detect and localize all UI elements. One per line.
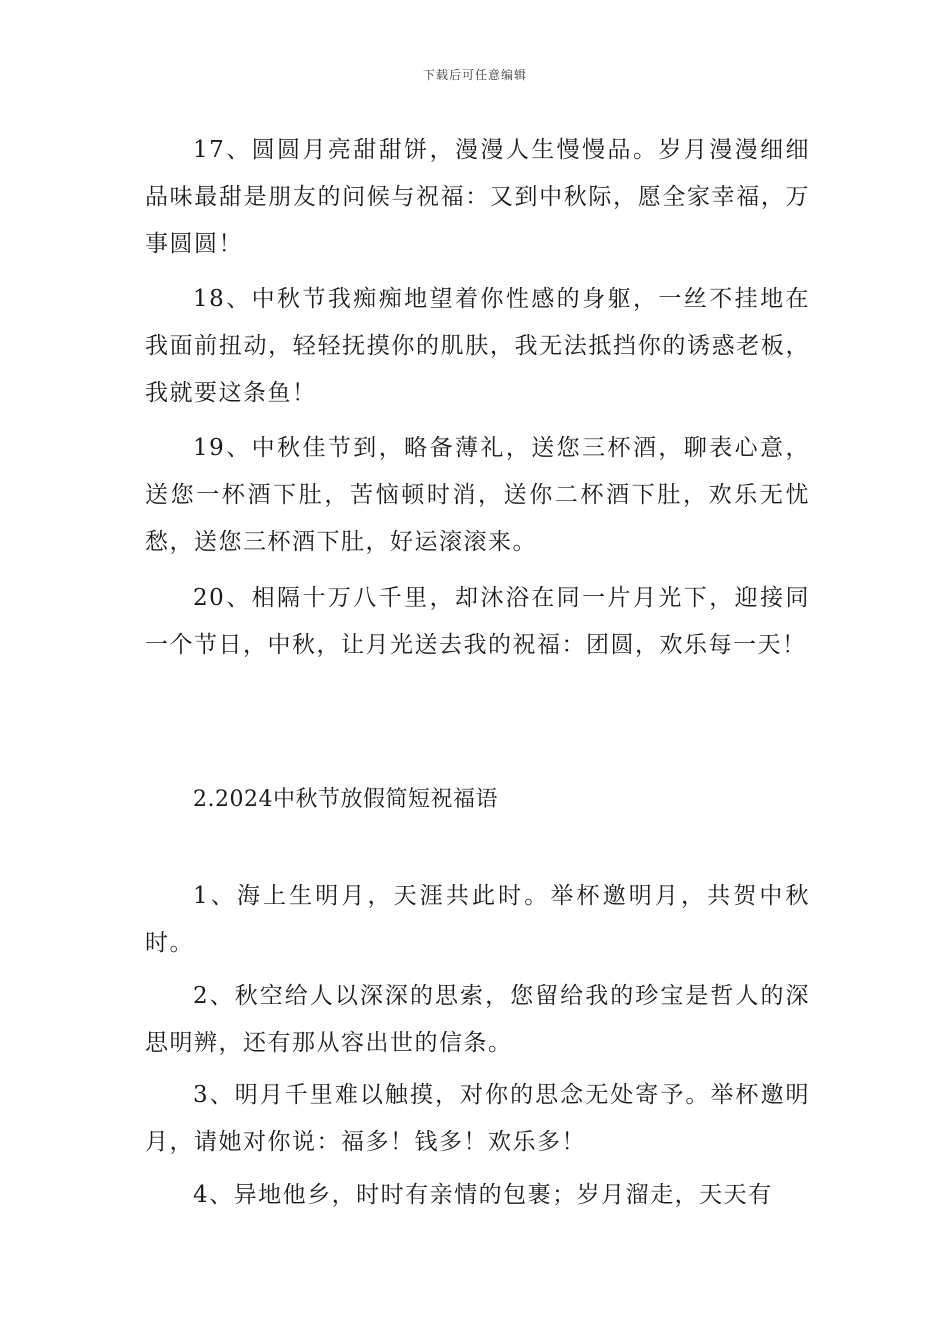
paragraph-1: 1、海上生明月，天涯共此时。举杯邀明月，共贺中秋时。 bbox=[145, 883, 810, 956]
paragraph-4: 4、异地他乡，时时有亲情的包裹；岁月溜走，天天有 bbox=[193, 1182, 773, 1208]
header-note: 下载后可任意编辑 bbox=[422, 68, 527, 82]
section-heading: 2.2024中秋节放假简短祝福语 bbox=[193, 787, 498, 812]
paragraph-3: 3、明月千里难以触摸，对你的思念无处寄予。举杯邀明月，请她对你说：福多！钱多！欢乐多！ bbox=[145, 1082, 810, 1155]
paragraph-2: 2、秋空给人以深深的思索，您留给我的珍宝是哲人的深思明辨，还有那从容出世的信条。 bbox=[145, 983, 810, 1056]
paragraph-20: 20、相隔十万八千里，却沐浴在同一片月光下，迎接同一个节日，中秋，让月光送去我的祝福：团圆，欢乐每一天！ bbox=[145, 585, 810, 658]
paragraph-18: 18、中秋节我痴痴地望着你性感的身躯，一丝不挂地在我面前扭动，轻轻抚摸你的肌肤，我无法抵挡你的诱惑老板，我就要这条鱼！ bbox=[145, 286, 810, 406]
paragraph-17: 17、圆圆月亮甜甜饼，漫漫人生慢慢品。岁月漫漫细细品味最甜是朋友的问候与祝福：又到中秋际，愿全家幸福，万事圆圆！ bbox=[145, 137, 810, 257]
paragraph-19: 19、中秋佳节到，略备薄礼，送您三杯酒，聊表心意，送您一杯酒下肚，苦恼顿时消，送你二杯酒下肚，欢乐无忧愁，送您三杯酒下肚，好运滚滚来。 bbox=[145, 435, 810, 555]
